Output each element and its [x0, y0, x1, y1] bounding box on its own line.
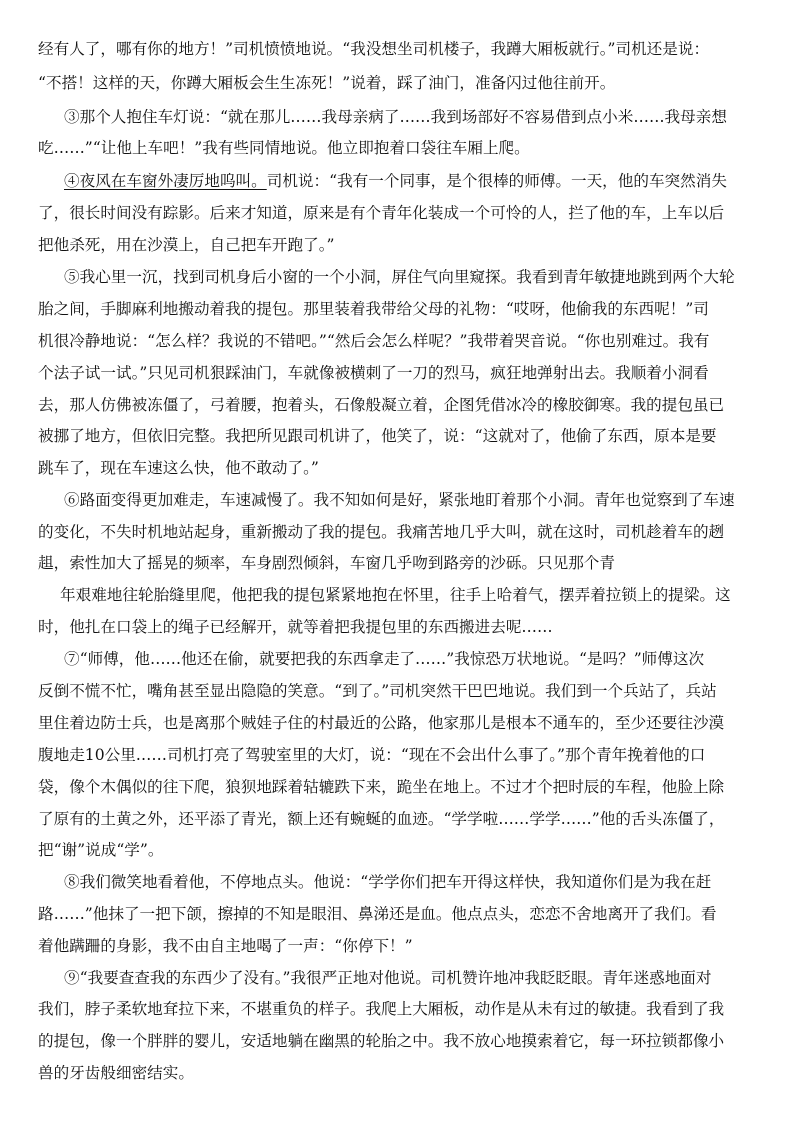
- text-line: 把“谢”说成“学”。: [38, 841, 164, 859]
- text-line: 跳车了，现在车速这么快，他不敢动了。”: [38, 459, 319, 477]
- text-line: 胎之间，手脚麻利地搬动着我的提包。那里装着我带给父母的礼物：“哎呀，他偷我的东西呢！”司: [38, 300, 709, 318]
- text-line: 路……”他抹了一把下颌，擦掉的不知是眼泪、鼻涕还是血。他点点头，恋恋不舍地离开了我们。看: [38, 905, 717, 923]
- text-line: 兽的牙齿般细密结实。: [38, 1064, 194, 1082]
- text-line: [64, 168, 784, 194]
- text-line: ⑥路面变得更加难走，车速减慢了。我不知如何是好，紧张地盯着那个小洞。青年也觉察到了车速: [64, 491, 735, 509]
- text-line: 我们，脖子柔软地耷拉下来，不堪重负的样子。我爬上大厢板，动作是从未有过的敏捷。我看到了我: [38, 1000, 725, 1018]
- text-line: ⑧我们微笑地看着他，不停地点头。他说：“学学你们把车开得这样快，我知道你们是为我在赶: [64, 873, 712, 891]
- text-line: 去，那人仿佛被冻僵了，弓着腰，抱着头，石像般凝立着，企图凭借冰冷的橡胶御寒。我的提包虽已: [38, 396, 725, 414]
- text-line: 的提包，像一个胖胖的婴儿，安适地躺在幽黑的轮胎之中。我不放心地摸索着它，每一环拉锁都像小: [38, 1032, 725, 1050]
- text-line: 把他杀死，用在沙漠上，自己把车开跑了。”: [38, 236, 335, 254]
- text-line: 机很冷静地说：“怎么样？我说的不错吧。”“然后会怎么样呢？”我带着哭音说。“你也别难过。我有: [38, 332, 710, 350]
- text-line: 时，他扎在口袋上的绳子已经解开，就等着把我提包里的东西搬进去呢……: [38, 618, 553, 636]
- text-line: 了原有的土黄之外，还平添了青光，额上还有蜿蜒的血迹。“学学啦……学学……”他的舌头冻僵了，: [38, 810, 725, 828]
- text-line: 个法子试一试。”只见司机狠踩油门，车就像被横刺了一刀的烈马，疯狂地弹射出去。我顺着小洞看: [38, 364, 709, 382]
- text-line: 的变化，不失时机地站起身，重新搬动了我的提包。我痛苦地几乎大叫，就在这时，司机趁着车的趔: [38, 523, 725, 541]
- text-line: “不搭！这样的天，你蹲大厢板会生生冻死！”说着，踩了油门，准备闪过他往前开。: [38, 74, 616, 92]
- text-line: ⑦“师傅，他……他还在偷，就要把我的东西拿走了……”我惊恐万状地说。“是吗？”师傅这次: [64, 650, 705, 668]
- text-line: ⑨“我要查查我的东西少了没有。”我很严正地对他说。司机赞许地冲我眨眨眼。青年迷惑地面对: [64, 969, 712, 987]
- text-line: 袋，像个木偶似的往下爬，狼狈地踩着轱辘跌下来，跪坐在地上。不过才个把时辰的车程，他脸上除: [38, 778, 725, 796]
- text-line: 反倒不慌不忙，嘴角甚至显出隐隐的笑意。“到了。”司机突然干巴巴地说。我们到一个兵站了，兵站: [38, 682, 717, 700]
- text-line: 里住着边防士兵，也是离那个贼娃子住的村最近的公路，他家那儿是根本不通车的，至少还要往沙漠: [38, 714, 725, 732]
- text-line: 被挪了地方，但依旧完整。我把所见跟司机讲了，他笑了，说：“这就对了，他偷了东西，原本是要: [38, 427, 717, 445]
- text-line: 腹地走10公里……司机打亮了驾驶室里的大灯，说：“现在不会出什么事了。”那个青年挽着他的口: [38, 746, 706, 764]
- underlined-sentence: ④夜风在车窗外凄厉地呜叫。: [64, 172, 267, 190]
- text-line: 吃……”“让他上车吧！”我有些同情地说。他立即抱着口袋往车厢上爬。: [38, 139, 530, 157]
- text-line: 经有人了，哪有你的地方！”司机愤愤地说。“我没想坐司机楼子，我蹲大厢板就行。”司机还是说：: [38, 40, 710, 58]
- text-line: 了，很长时间没有踪影。后来才知道，原来是有个青年化装成一个可怜的人，拦了他的车，上车以后: [38, 204, 725, 222]
- text-line: 趄，索性加大了摇晃的频率，车身剧烈倾斜，车窗几乎吻到路旁的沙砾。只见那个青: [38, 554, 615, 572]
- text-line: 着他蹒跚的身影，我不由自主地喝了一声：“你停下！”: [38, 937, 413, 955]
- text-line: ⑤我心里一沉，找到司机身后小窗的一个小洞，屏住气向里窥探。我看到青年敏捷地跳到两个大轮: [64, 268, 735, 286]
- text-segment: 司机说：“我有一个同事，是个很棒的师傅。一天，他的车突然消失: [266, 172, 727, 190]
- text-line: 年艰难地往轮胎缝里爬，他把我的提包紧紧地抱在怀里，往手上哈着气，摆弄着拉锁上的提梁。这: [60, 586, 731, 604]
- text-line: ③那个人抱住车灯说：“就在那儿……我母亲病了……我到场部好不容易借到点小米……我母亲想: [64, 108, 727, 126]
